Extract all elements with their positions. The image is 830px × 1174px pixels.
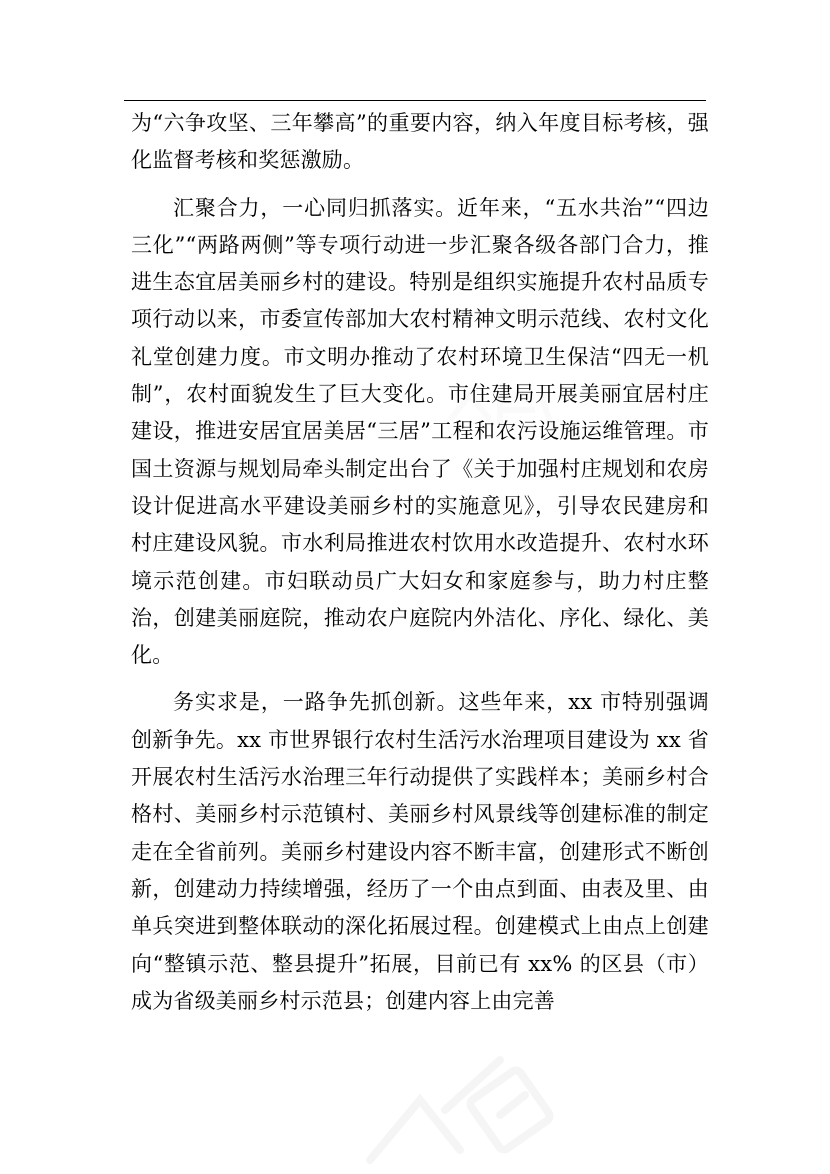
header-rule (124, 100, 706, 101)
paragraph-joint-effort: 汇聚合力，一心同归抓落实。近年来，“五水共治”“四边三化”“两路两侧”等专项行动进一步汇聚各级各部门合力，推进生态宜居美丽乡村的建设。特别是组织实施提升农村品质专项行动以来，市委宣传部加大农村精神文明示范线、农村文化礼堂创建力度。市文明办推动了农村环境卫生保洁“四无一机制”，农村面貌发生了巨大变化。市住建局开展美丽宜居村庄建设，推进安居宜居美居“三居”工程和农污设施运维管理。市国土资源与规划局牵头制定出台了《关于加强村庄规划和农房设计促进高水平建设美丽乡村的实施意见》，引导农民建房和村庄建设风貌。市水利局推进农村饮用水改造提升、农村水环境示范创建。市妇联动员广大妇女和家庭参与，助力村庄整治，创建美丽庭院，推动农户庭院内外洁化、序化、绿化、美化。 (131, 195, 709, 668)
paragraph-innovation: 务实求是，一路争先抓创新。这些年来，xx 市特别强调创新争先。xx 市世界银行农村生活污水治理项目建设为 xx 省开展农村生活污水治理三年行动提供了实践样本；美丽乡村合格村、美丽乡村示范镇村、美丽乡村风景线等创建标准的制定走在全省前列。美丽乡村建设内容不断丰富，创建形式不断创新，创建动力持续增强，经历了一个由点到面、由表及里、由单兵突进到整体联动的深化拓展过程。创建模式上由点上创建向“整镇示范、整县提升”拓展，目前已有 xx% 的区县（市）成为省级美丽乡村示范县；创建内容上由完善 (131, 690, 709, 1013)
body-text (131, 105, 709, 1020)
watermark-stamp-icon (350, 1040, 570, 1170)
paragraph-continuation: 为“六争攻坚、三年攀高”的重要内容，纳入年度目标考核，强化监督考核和奖惩激励。 (131, 111, 709, 173)
